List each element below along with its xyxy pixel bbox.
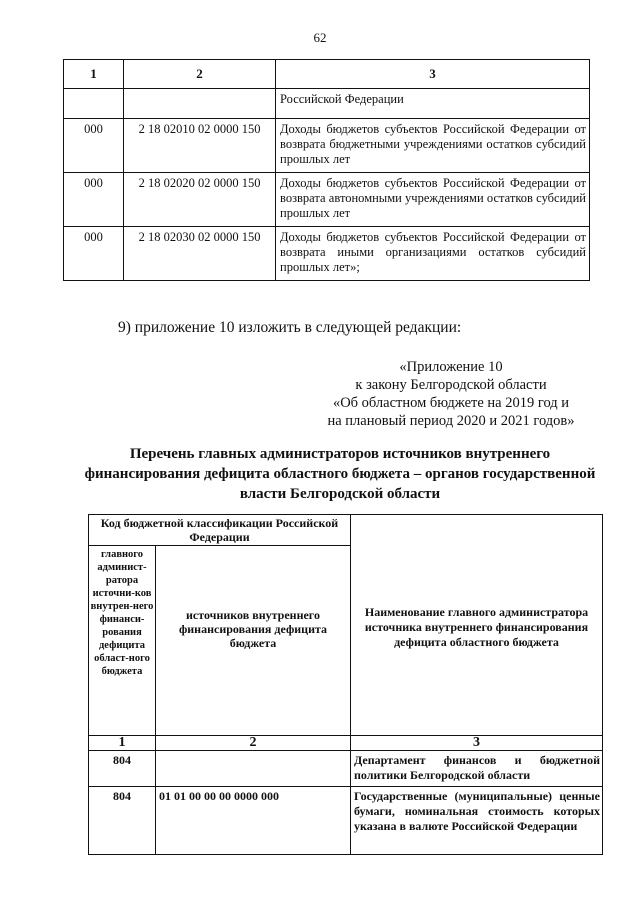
- list-title-line: финансирования дефицита областного бюджета – органов государственной: [84, 466, 596, 482]
- column-number-1: 1: [89, 736, 156, 751]
- kbk-code: 2 18 02020 02 0000 150: [124, 173, 276, 227]
- admin-code: 000: [64, 119, 124, 173]
- kbk-code: 2 18 02010 02 0000 150: [124, 119, 276, 173]
- source-code: 01 01 00 00 00 0000 000: [156, 787, 351, 855]
- admin-code: 804: [89, 787, 156, 855]
- appendix-law-name: «Об областном бюджете на 2019 год и: [332, 395, 570, 411]
- column-number-2: 2: [124, 60, 276, 89]
- column-number-1: 1: [64, 60, 124, 89]
- table-row: [89, 751, 603, 787]
- kbk-code: 2 18 02030 02 0000 150: [124, 227, 276, 281]
- financing-sources-header: источников внутреннего финансирования дефицита бюджета: [156, 546, 351, 736]
- column-number-3: 3: [276, 60, 590, 89]
- appendix-law-period: на плановый период 2020 и 2021 годов»: [327, 413, 575, 429]
- empty-cell: [64, 89, 124, 119]
- admin-code: 804: [89, 751, 156, 787]
- appendix-header: [300, 358, 602, 430]
- table-row: [64, 89, 590, 119]
- table-header-row: [64, 60, 590, 89]
- table-row: [89, 787, 603, 855]
- source-code: [156, 751, 351, 787]
- amendment-text: 9) приложение 10 изложить в следующей редакции:: [118, 319, 462, 336]
- administrators-table: [88, 514, 603, 855]
- table-row: [64, 227, 590, 281]
- revenue-description: Доходы бюджетов субъектов Российской Федерации от возврата бюджетными учреждениями остатков субсидий прошлых лет: [276, 119, 590, 173]
- administrator-name-header: Наименование главного администратора источника внутреннего финансирования дефицита областного бюджета: [351, 515, 603, 736]
- admin-code: 000: [64, 227, 124, 281]
- list-title-line: власти Белгородской области: [239, 486, 441, 502]
- chief-administrator-header: главного админист-ратора источни-ков внутрен-него финанси-рования дефицита област-ного бюджета: [89, 546, 156, 736]
- column-number-2: 2: [156, 736, 351, 751]
- table-row: [64, 173, 590, 227]
- list-title: [60, 444, 620, 504]
- table-header-row: [89, 515, 603, 546]
- revenue-description: Доходы бюджетов субъектов Российской Федерации от возврата иными организациями остатков субсидий прошлых лет»;: [276, 227, 590, 281]
- continuation-text: Российской Федерации: [276, 89, 590, 119]
- administrator-name: Департамент финансов и бюджетной политики Белгородской области: [351, 751, 603, 787]
- page-number: 62: [313, 30, 327, 45]
- list-title-line: Перечень главных администраторов источников внутреннего: [129, 446, 551, 462]
- admin-code: 000: [64, 173, 124, 227]
- table-row: [64, 119, 590, 173]
- administrator-name: Государственные (муниципальные) ценные бумаги, номинальная стоимость которых указана в валюте Российской Федерации: [351, 787, 603, 855]
- revenue-codes-table: [63, 59, 590, 281]
- budget-classification-header: Код бюджетной классификации Российской Федерации: [89, 515, 351, 546]
- column-number-3: 3: [351, 736, 603, 751]
- column-numbers-row: [89, 736, 603, 751]
- appendix-law-ref: к закону Белгородской области: [355, 377, 547, 393]
- empty-cell: [124, 89, 276, 119]
- revenue-description: Доходы бюджетов субъектов Российской Федерации от возврата автономными учреждениями остатков субсидий прошлых лет: [276, 173, 590, 227]
- appendix-title: «Приложение 10: [399, 359, 503, 375]
